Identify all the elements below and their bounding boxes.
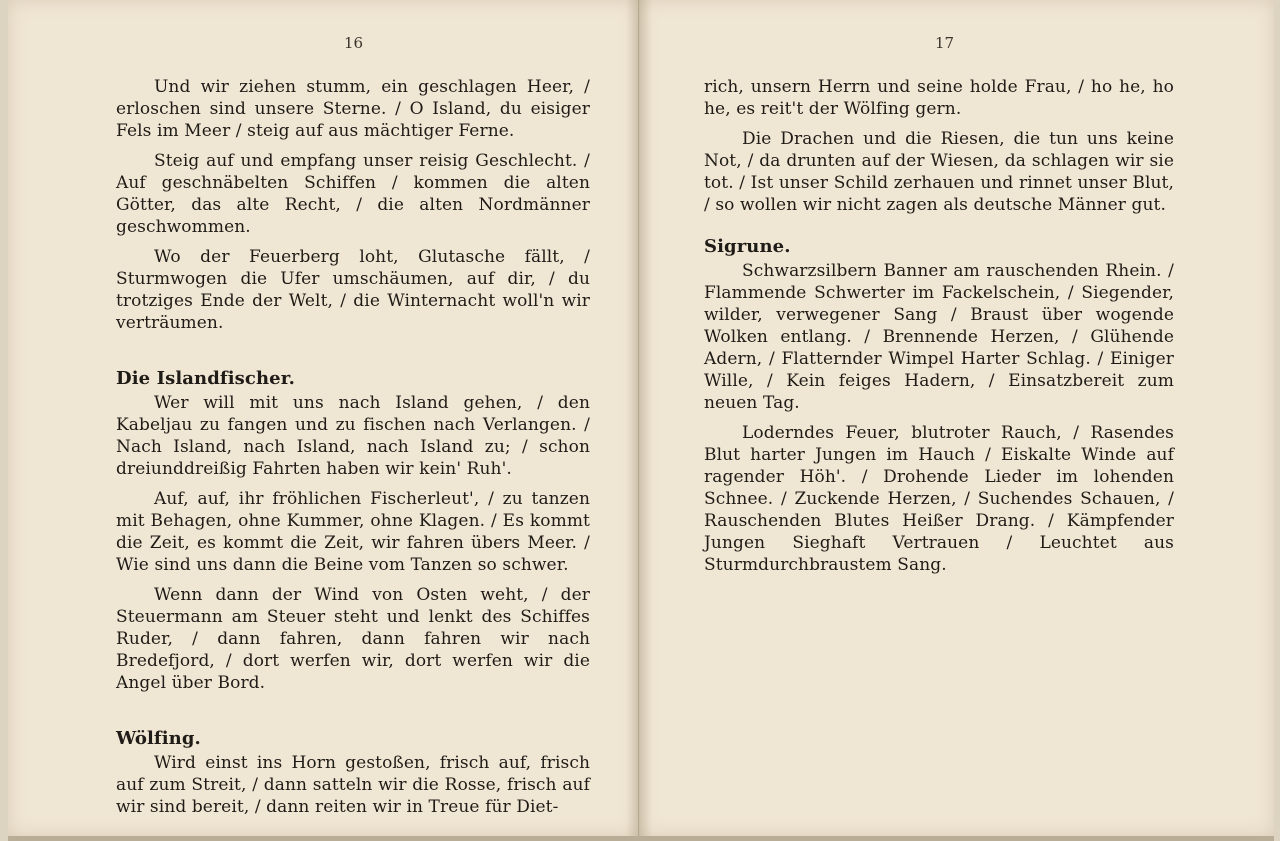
paragraph: Wo der Feuerberg loht, Glutasche fällt, / Sturmwogen die Ufer umschäumen, auf dir, / du trotziges Ende der Welt, / die Winternacht woll'n wir verträumen.: [116, 247, 590, 333]
paragraph: Die Drachen und die Riesen, die tun uns keine Not, / da drunten auf der Wiesen, da schlagen wir sie tot. / Ist unser Schild zerhauen und rinnet unser Blut, / so wollen wir nicht zagen als deutsche Männer gut.: [704, 129, 1174, 215]
paragraph: rich, unsern Herrn und seine holde Frau, / ho he, ho he, es reit't der Wölfing gern.: [704, 77, 1174, 119]
section-heading: Wölfing.: [116, 728, 201, 749]
paragraph: Wer will mit uns nach Island gehen, / den Kabeljau zu fangen und zu fischen nach Verlangen. / Nach Island, nach Island, nach Island zu; / schon dreiunddreißig Fahrten haben wir kein' Ruh'.: [116, 393, 590, 479]
right-page-text: [704, 76, 1174, 576]
paragraph: Loderndes Feuer, blutroter Rauch, / Rasendes Blut harter Jungen im Hauch / Eiskalte Winde auf ragender Höh'. / Drohende Lieder im lohenden Schnee. / Zuckende Herzen, / Suchendes Schauen, / Rauschenden Blutes Heißer Drang. / Kämpfender Jungen Sieghaft Vertrauen / Leuchtet aus Sturmdurchbraustem Sang.: [704, 423, 1174, 575]
section-heading: Sigrune.: [704, 236, 791, 257]
page-number-right: 17: [935, 34, 955, 52]
left-page-text: [116, 76, 590, 818]
section-heading: Die Islandfischer.: [116, 368, 296, 389]
paragraph: Und wir ziehen stumm, ein geschlagen Heer, / erloschen sind unsere Sterne. / O Island, du eisiger Fels im Meer / steig auf aus mächtiger Ferne.: [116, 77, 590, 141]
paragraph: Wenn dann der Wind von Osten weht, / der Steuermann am Steuer steht und lenkt des Schiffes Ruder, / dann fahren, dann fahren wir nach Bredefjord, / dort werfen wir, dort werfen wir die Angel über Bord.: [116, 585, 590, 693]
right-page: [639, 0, 1274, 836]
paragraph: Wird einst ins Horn gestoßen, frisch auf, frisch auf zum Streit, / dann satteln wir die Rosse, frisch auf wir sind bereit, / dann reiten wir in Treue für Diet-: [116, 753, 590, 817]
page-bottom-edge: [8, 836, 1274, 841]
page-number-left: 16: [344, 34, 364, 52]
left-page: [8, 0, 639, 836]
paragraph: Auf, auf, ihr fröhlichen Fischerleut', / zu tanzen mit Behagen, ohne Kummer, ohne Klagen. / Es kommt die Zeit, es kommt die Zeit, wir fahren übers Meer. / Wie sind uns dann die Beine vom Tanzen so schwer.: [116, 489, 590, 575]
book-spread: [8, 0, 1274, 841]
paragraph: Schwarzsilbern Banner am rauschenden Rhein. / Flammende Schwerter im Fackelschein, / Siegender, wilder, verwegener Sang / Braust über wogende Wolken entlang. / Brennende Herzen, / Glühende Adern, / Flatternder Wimpel Harter Schlag. / Einiger Wille, / Kein feiges Hadern, / Einsatzbereit zum neuen Tag.: [704, 261, 1174, 413]
paragraph: Steig auf und empfang unser reisig Geschlecht. / Auf geschnäbelten Schiffen / kommen die alten Götter, das alte Recht, / die alten Nordmänner geschwommen.: [116, 151, 590, 237]
